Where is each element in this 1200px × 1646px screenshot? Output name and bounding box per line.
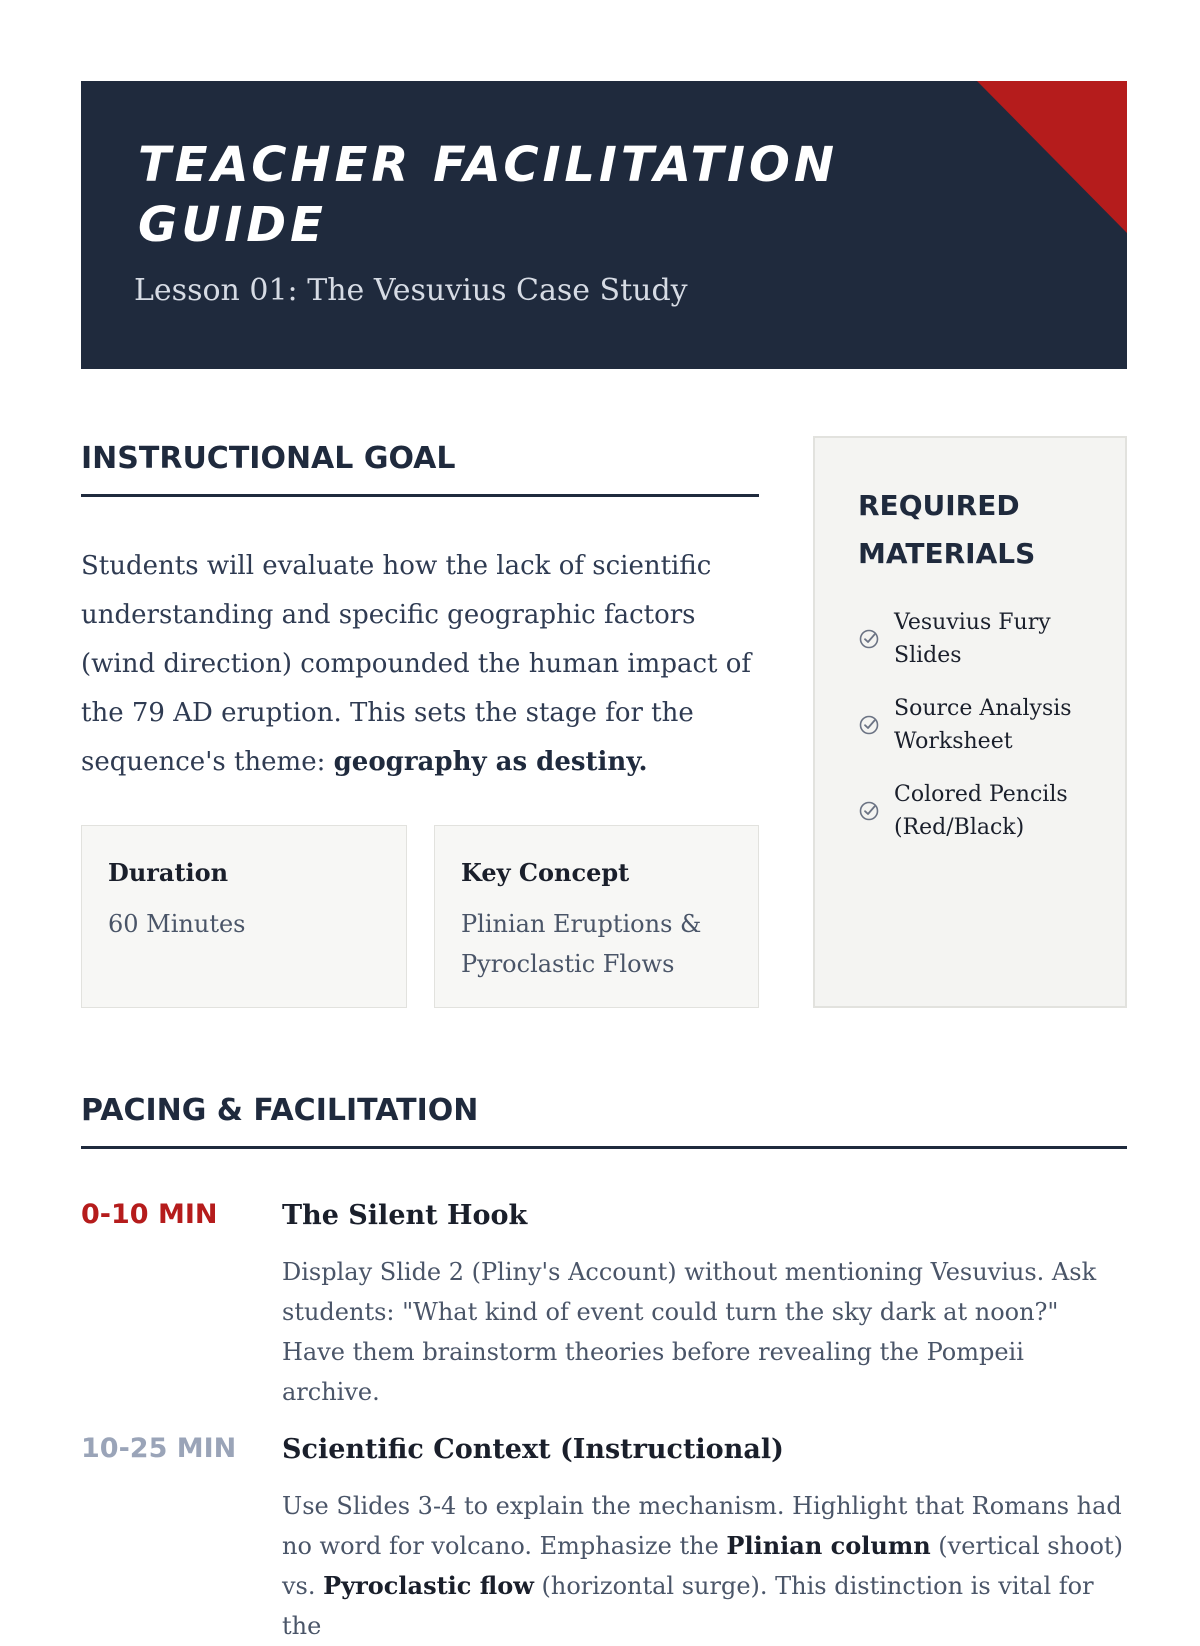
pacing-body <box>282 1432 1127 1646</box>
check-circle-icon <box>858 800 880 822</box>
key-concept-card <box>434 825 759 1008</box>
key-concept-value: Plinian Eruptions & Pyroclastic Flows <box>461 910 702 978</box>
check-circle-icon <box>858 628 880 650</box>
materials-item-label: Vesuvius Fury Slides <box>894 610 1051 668</box>
pacing-body <box>282 1198 1127 1412</box>
header-banner <box>81 81 1127 369</box>
pacing-desc-term: Plinian column <box>726 1531 931 1560</box>
instructional-goal-text <box>81 542 761 787</box>
pacing-desc-text: (horizontal surge). This distinction is vital for the <box>282 1572 1094 1640</box>
key-concept-label: Key Concept <box>461 858 630 887</box>
page-title: TEACHER FACILITATION GUIDE <box>138 137 839 253</box>
instructional-goal-heading: INSTRUCTIONAL GOAL <box>81 440 759 497</box>
duration-card <box>81 825 407 1008</box>
required-materials-panel <box>813 436 1127 1008</box>
required-materials-title: REQUIRED MATERIALS <box>858 489 1036 570</box>
pacing-title: The Silent Hook <box>282 1200 528 1231</box>
pacing-desc-text: (vertical shoot) vs. <box>282 1532 1123 1600</box>
pacing-heading: PACING & FACILITATION <box>81 1092 1127 1149</box>
materials-list-item <box>858 606 1105 672</box>
goal-text-emphasis: geography as destiny. <box>333 747 648 777</box>
materials-list <box>858 606 1105 844</box>
materials-list-item <box>858 692 1105 758</box>
pacing-title: Scientific Context (Instructional) <box>282 1434 784 1465</box>
pacing-description: Display Slide 2 (Pliny's Account) without mentioning Vesuvius. Ask students: "What kind of event could turn the sky dark at noon?" Have them brainstorm theories before revealing the Pompeii archive. <box>282 1258 1097 1406</box>
check-circle-icon <box>858 714 880 736</box>
pacing-desc-term: Pyroclastic flow <box>323 1571 534 1600</box>
pacing-time: 0-10 MIN <box>81 1199 218 1230</box>
pacing-time: 10-25 MIN <box>81 1433 237 1464</box>
goal-text-body: Students will evaluate how the lack of scientific understanding and specific geographic factors (wind direction) compounded the human impact of the 79 AD eruption. This sets the stage for the sequence's theme: <box>81 551 752 777</box>
lesson-subtitle: Lesson 01: The Vesuvius Case Study <box>134 273 688 308</box>
pacing-desc-text: Use Slides 3-4 to explain the mechanism. Highlight that Romans had no word for volcano. Emphasize the <box>282 1492 1122 1560</box>
header-corner-accent <box>977 81 1127 233</box>
materials-item-label: Colored Pencils (Red/Black) <box>894 782 1068 840</box>
duration-value: 60 Minutes <box>108 910 246 938</box>
materials-list-item <box>858 778 1105 844</box>
duration-label: Duration <box>108 858 229 887</box>
materials-item-label: Source Analysis Worksheet <box>894 696 1072 754</box>
pacing-description <box>282 1486 1127 1646</box>
